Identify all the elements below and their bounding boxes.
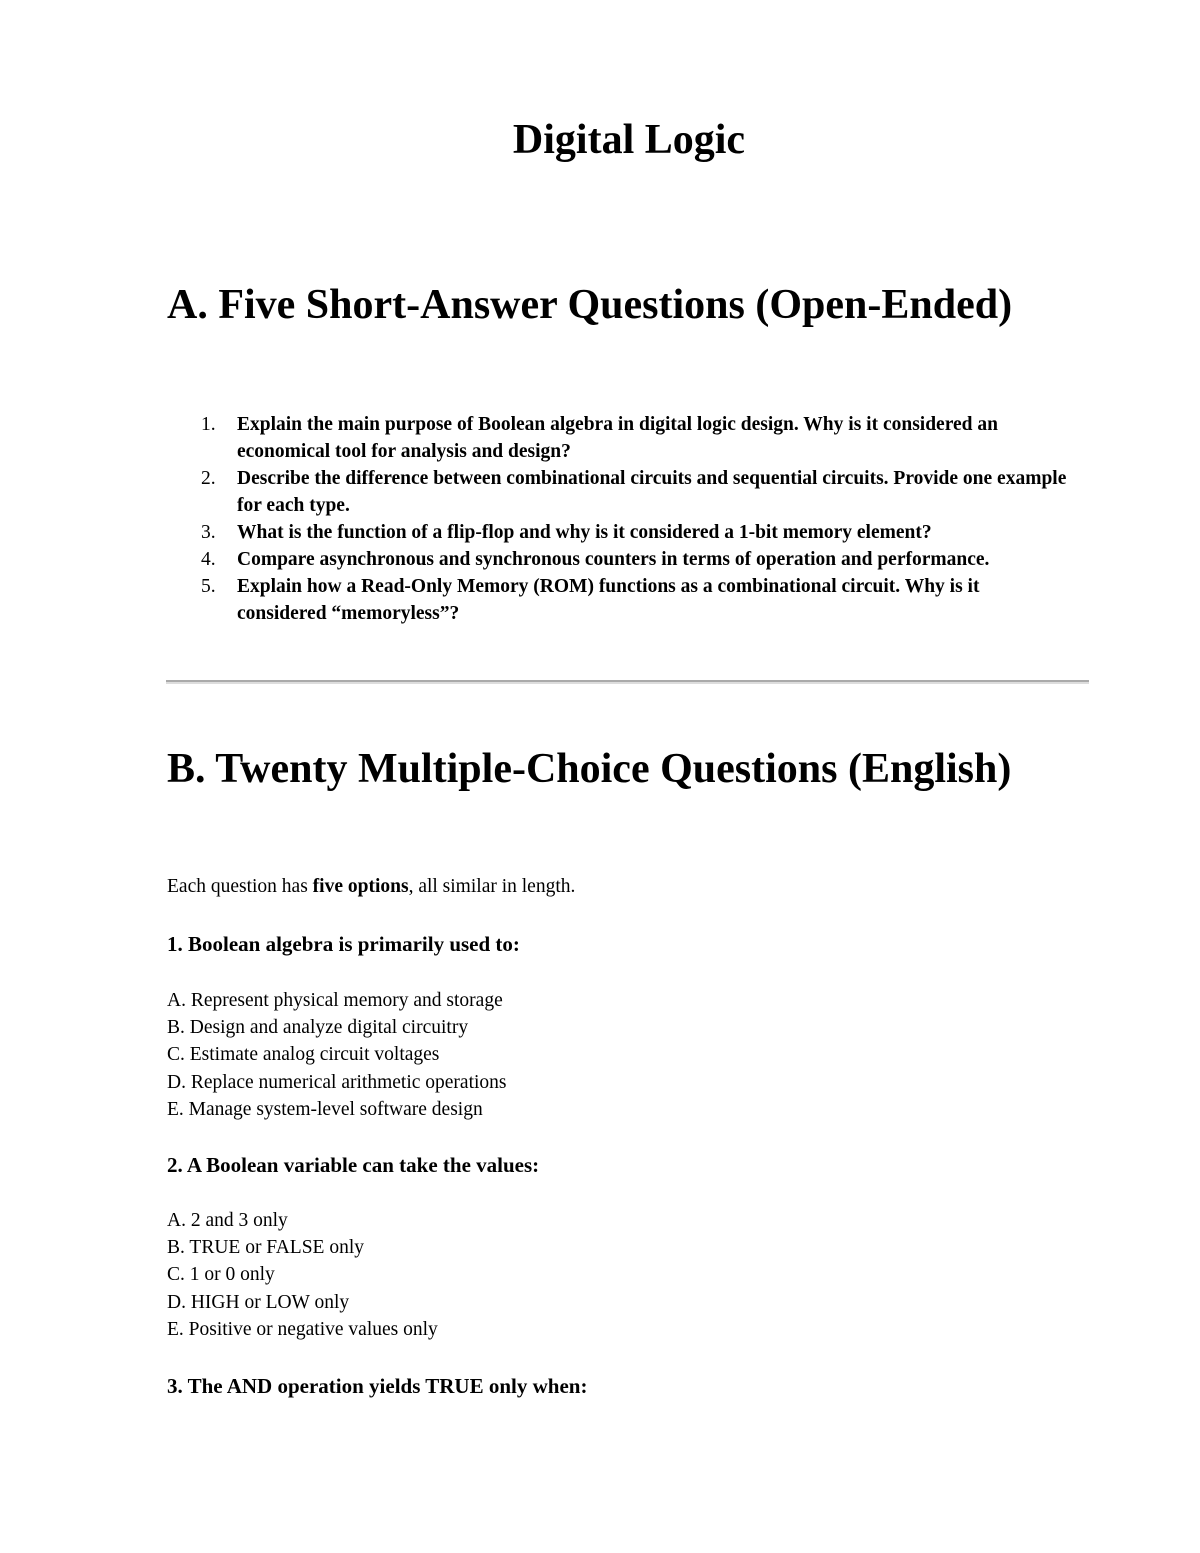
list-item-text: What is the function of a flip-flop and why is it considered a 1-bit memory element? xyxy=(237,522,932,543)
section-a-heading: A. Five Short-Answer Questions (Open-Ended) xyxy=(167,282,1013,328)
list-item-text: Explain the main purpose of Boolean algebra in digital logic design. Why is it considered an economical tool for analysis and design? xyxy=(237,414,998,462)
list-item xyxy=(167,573,1067,627)
list-item-text: Compare asynchronous and synchronous counters in terms of operation and performance. xyxy=(237,549,990,570)
mc-option: D. Replace numerical arithmetic operations xyxy=(167,1071,507,1093)
intro-text-prefix: Each question has xyxy=(167,876,313,897)
list-item-number: 4. xyxy=(201,549,216,570)
mc-question-2: 2. A Boolean variable can take the values: xyxy=(167,1153,540,1177)
list-item-text: Describe the difference between combinational circuits and sequential circuits. Provide one example for each type. xyxy=(237,468,1067,516)
mc-option: E. Positive or negative values only xyxy=(167,1318,438,1340)
intro-text-suffix: , all similar in length. xyxy=(408,876,576,897)
mc-question-1: 1. Boolean algebra is primarily used to: xyxy=(167,932,520,956)
mc-question-3: 3. The AND operation yields TRUE only when: xyxy=(167,1374,588,1398)
mc-option: C. 1 or 0 only xyxy=(167,1264,275,1286)
short-answer-list xyxy=(167,411,1067,627)
list-item-number: 1. xyxy=(201,414,216,435)
list-item xyxy=(167,546,1067,573)
mc-option: D. HIGH or LOW only xyxy=(167,1291,350,1313)
list-item-text: Explain how a Read-Only Memory (ROM) functions as a combinational circuit. Why is it considered “memoryless”? xyxy=(237,576,980,624)
section-b-heading: B. Twenty Multiple-Choice Questions (English) xyxy=(167,746,1012,792)
list-item-number: 3. xyxy=(201,522,216,543)
intro-text-bold: five options xyxy=(312,876,409,897)
mc-option: B. Design and analyze digital circuitry xyxy=(167,1017,469,1039)
mc-option: E. Manage system-level software design xyxy=(167,1098,483,1120)
list-item xyxy=(167,519,1067,546)
horizontal-divider xyxy=(166,680,1089,684)
mc-question-2-options xyxy=(167,1207,1067,1343)
document-title: Digital Logic xyxy=(512,117,746,163)
mc-question-1-options xyxy=(167,987,1067,1123)
list-item-number: 5. xyxy=(201,576,216,597)
mc-option: B. TRUE or FALSE only xyxy=(167,1237,364,1259)
mc-option: C. Estimate analog circuit voltages xyxy=(167,1044,440,1066)
list-item xyxy=(167,465,1067,519)
list-item-number: 2. xyxy=(201,468,216,489)
mc-option: A. Represent physical memory and storage xyxy=(167,990,503,1011)
mc-option: A. 2 and 3 only xyxy=(167,1210,288,1231)
list-item xyxy=(167,411,1067,465)
section-b-intro xyxy=(167,873,1067,900)
